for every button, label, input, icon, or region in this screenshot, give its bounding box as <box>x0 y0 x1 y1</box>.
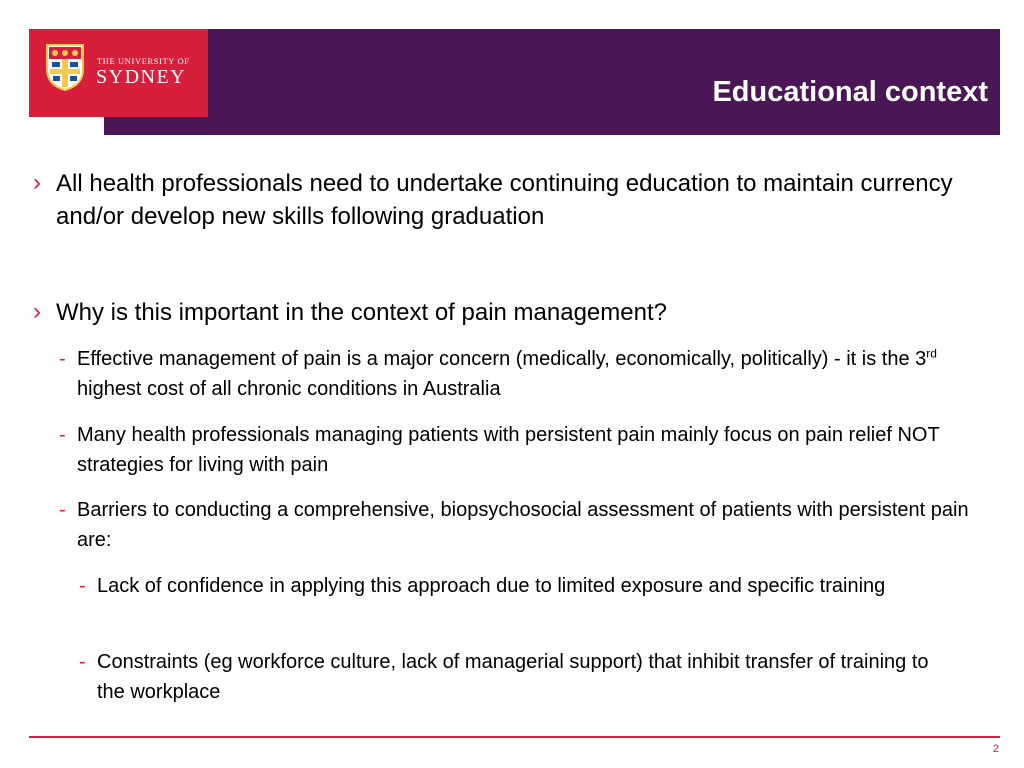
superscript-rd: rd <box>926 346 937 361</box>
slide-title: Educational context <box>712 76 988 108</box>
page-number: 2 <box>992 743 999 755</box>
sub-sub-bullet-text: Constraints (eg workforce culture, lack of managerial support) that inhibit transfer of training to the workplace <box>97 651 929 703</box>
crest-icon <box>45 43 85 91</box>
dash-icon: - <box>59 499 66 521</box>
sub-bullet-text: Effective management of pain is a major concern (medically, economically, politically) - it is the 3 <box>77 348 927 370</box>
sub-bullet-item <box>59 344 977 404</box>
dash-icon: - <box>79 575 86 597</box>
chevron-right-icon: › <box>33 169 41 196</box>
footer-divider <box>29 736 1000 738</box>
bullet-item <box>33 167 976 233</box>
chevron-right-icon: › <box>33 298 41 325</box>
sub-sub-bullet-item <box>79 571 957 601</box>
bullet-item <box>33 296 976 329</box>
sub-bullet-item <box>59 420 977 480</box>
bullet-text: All health professionals need to undertake continuing education to maintain currency and/or develop new skills following graduation <box>56 170 953 230</box>
dash-icon: - <box>59 348 66 370</box>
bullet-text: Why is this important in the context of pain management? <box>56 299 667 326</box>
sub-bullet-item <box>59 495 977 555</box>
dash-icon: - <box>59 424 66 446</box>
logo-text-university-of: THE UNIVERSITY OF <box>97 56 190 66</box>
sub-sub-bullet-item <box>79 647 957 707</box>
sub-sub-bullet-text: Lack of confidence in applying this approach due to limited exposure and specific training <box>97 575 886 597</box>
sub-bullet-text: Barriers to conducting a comprehensive, biopsychosocial assessment of patients with persistent pain are: <box>77 499 969 551</box>
dash-icon: - <box>79 651 86 673</box>
university-logo <box>29 29 208 117</box>
sub-bullet-text-after: highest cost of all chronic conditions in Australia <box>77 378 501 400</box>
sub-bullet-text: Many health professionals managing patients with persistent pain mainly focus on pain relief NOT strategies for living with pain <box>77 424 940 476</box>
logo-text-sydney: SYDNEY <box>96 66 187 88</box>
